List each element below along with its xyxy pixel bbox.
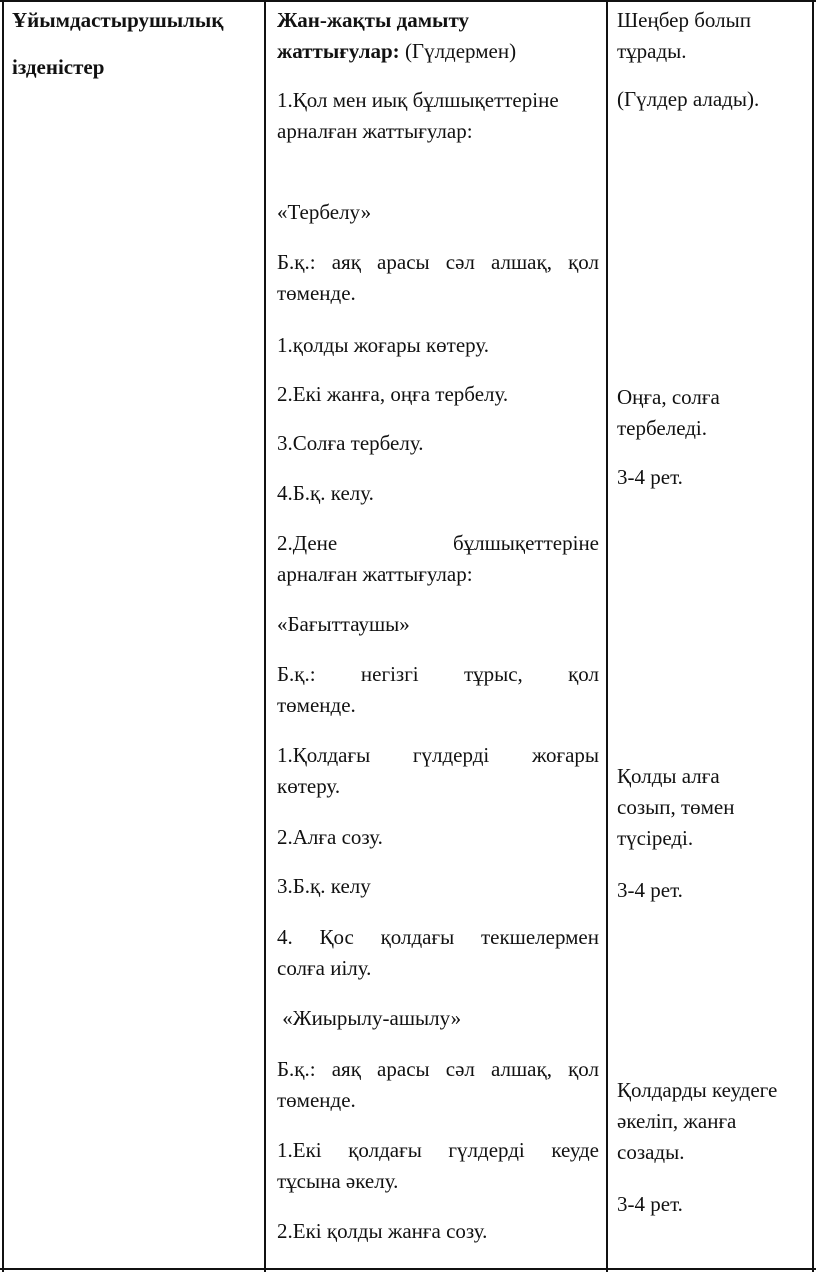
activity-p8-line2: арналған жаттығулар: — [277, 562, 473, 586]
table-bottom-border — [0, 1268, 816, 1270]
table-right-border — [812, 0, 814, 1272]
activity-p3: Б.қ.: аяқ арасы сәл алшақ, қол төменде. — [277, 250, 599, 305]
table-top-border — [0, 0, 816, 2]
stage-title-line1: Ұйымдастырушылық — [12, 8, 224, 32]
activity-p7: 4.Б.қ. келу. — [277, 481, 374, 505]
activity-p11-line1: 1.Қолдағы гүлдерді жоғары — [277, 743, 599, 767]
activity-p6: 3.Солға тербелу. — [277, 431, 424, 455]
activity-p10-line1: Б.қ.: негізгі тұрыс, қол — [277, 662, 599, 686]
stage-title-line2: ізденістер — [12, 55, 105, 79]
activity-heading — [277, 5, 577, 67]
note-5: Қолды алға созып, төмен түсіреді. — [617, 764, 735, 850]
activity-heading-bold: Жан-жақты дамыту жаттығулар: — [277, 8, 469, 63]
table-left-border — [2, 0, 4, 1272]
activity-p15: «Жиырылу-ашылу» — [277, 1006, 462, 1030]
column-divider-1 — [264, 0, 266, 1272]
activity-p9: «Бағыттаушы» — [277, 612, 410, 636]
note-4: 3-4 рет. — [617, 465, 683, 489]
activity-p18: 2.Екі қолды жанға созу. — [277, 1219, 488, 1243]
activity-p4: 1.қолды жоғары көтеру. — [277, 333, 490, 357]
activity-heading-rest: (Гүлдермен) — [399, 39, 517, 63]
note-6: 3-4 рет. — [617, 878, 683, 902]
activity-p16-line2: төменде. — [277, 1088, 356, 1112]
note-1: Шеңбер болып тұрады. — [617, 8, 751, 63]
note-3: Оңға, солға тербеледі. — [617, 385, 720, 440]
activity-p16-line1: Б.қ.: аяқ арасы сәл алшақ, қол — [277, 1057, 599, 1081]
activity-p12: 2.Алға созу. — [277, 825, 383, 849]
activity-p14-line1: 4. Қос қолдағы текшелермен — [277, 925, 599, 949]
activity-p13: 3.Б.қ. келу — [277, 874, 371, 898]
activity-p5: 2.Екі жанға, оңға тербелу. — [277, 382, 509, 406]
column-divider-2 — [606, 0, 608, 1272]
activity-p2: «Тербелу» — [277, 200, 372, 224]
note-8: 3-4 рет. — [617, 1192, 683, 1216]
activity-p11-line2: көтеру. — [277, 774, 341, 798]
activity-p17-line2: тұсына әкелу. — [277, 1169, 399, 1193]
activity-p17-line1: 1.Екі қолдағы гүлдерді кеуде — [277, 1138, 599, 1162]
note-7: Қолдарды кеудеге әкеліп, жанға созады. — [617, 1078, 778, 1164]
note-2: (Гүлдер алады). — [617, 87, 760, 111]
activity-p14-line2: солға иілу. — [277, 956, 372, 980]
activity-p1: 1.Қол мен иық бұлшықеттеріне арналған жаттығулар: — [277, 88, 559, 143]
activity-p8-line1: 2.Дене бұлшықеттеріне — [277, 531, 599, 555]
activity-p10-line2: төменде. — [277, 693, 356, 717]
